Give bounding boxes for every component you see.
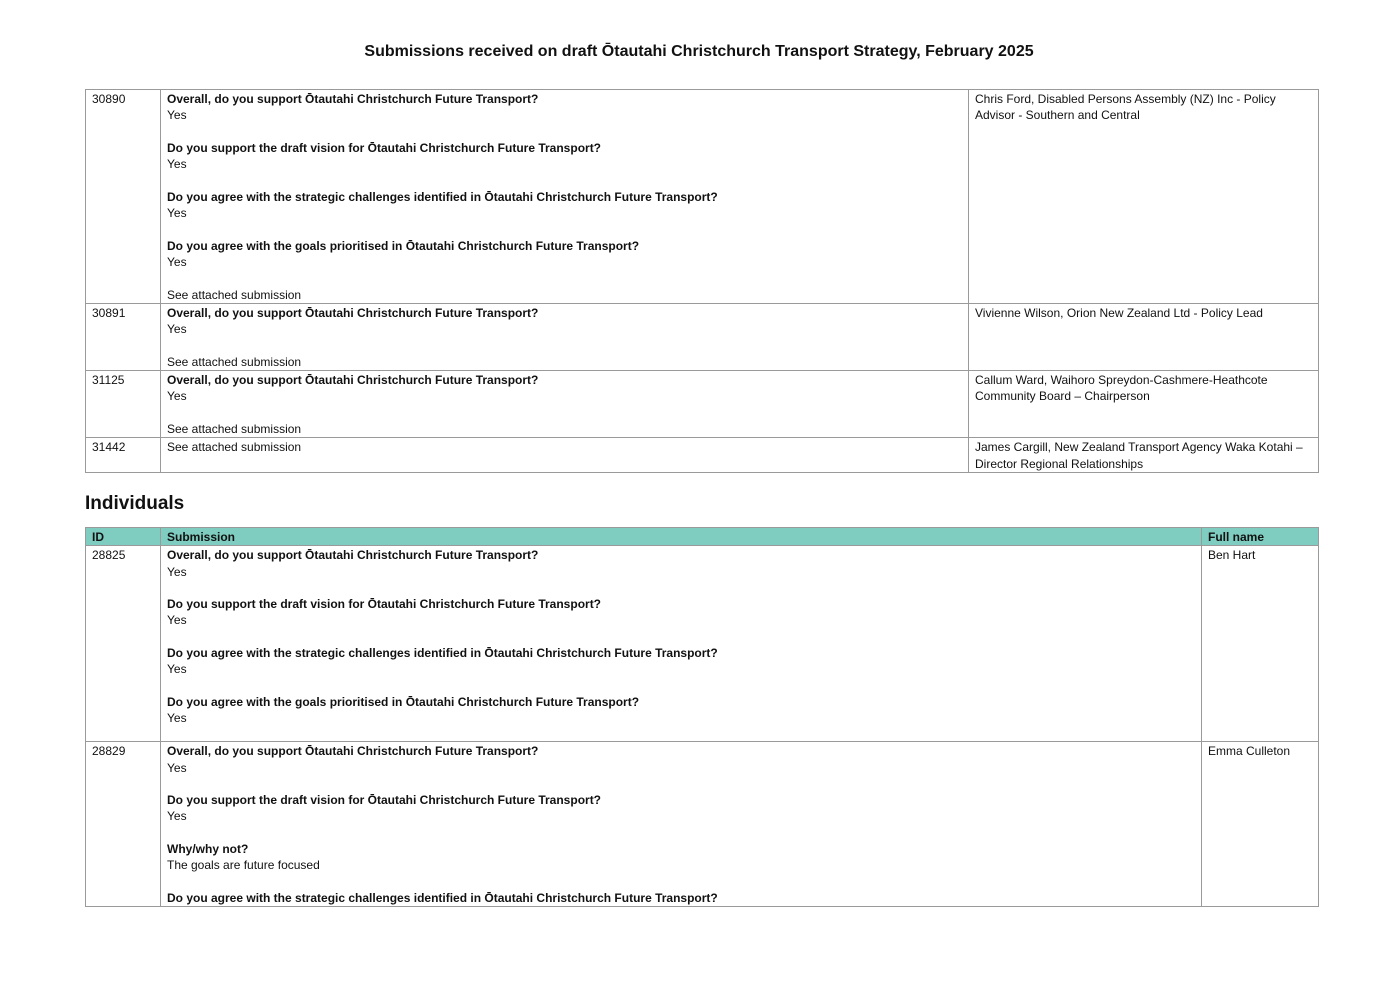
column-header-submission: Submission [161, 528, 1202, 546]
attachment-note: See attached submission [167, 287, 302, 302]
column-header-id: ID [86, 528, 161, 546]
table-row [86, 742, 1319, 907]
column-header-full-name: Full name [1202, 528, 1319, 546]
qa-item [167, 596, 1195, 629]
page-title: Submissions received on draft Ōtautahi Christchurch Transport Strategy, February 2025 [364, 43, 1034, 60]
question: Do you agree with the goals prioritised in Ōtautahi Christchurch Future Transport? [167, 238, 640, 253]
question: Why/why not? [167, 842, 249, 857]
submitter-name: James Cargill, New Zealand Transport Agency Waka Kotahi – Director Regional Relationships [969, 438, 1319, 473]
qa-item [167, 372, 962, 405]
qa-item [167, 305, 962, 338]
qa-item [167, 792, 1195, 825]
answer: Yes [167, 322, 187, 337]
answer: Yes [167, 206, 187, 221]
submission-id: 28829 [86, 742, 161, 907]
answer: The goals are future focused [167, 858, 320, 873]
table-row [86, 438, 1319, 473]
submission-id: 31442 [86, 438, 161, 473]
answer: Yes [167, 613, 187, 628]
qa-item [167, 140, 962, 173]
attachment-note: See attached submission [167, 354, 302, 369]
section-heading-individuals: Individuals [85, 493, 185, 514]
question: Overall, do you support Ōtautahi Christchurch Future Transport? [167, 92, 539, 106]
answer: Yes [167, 760, 187, 775]
answer: Yes [167, 389, 187, 404]
question: Do you agree with the strategic challenges identified in Ōtautahi Christchurch Future Transport? [167, 189, 718, 204]
submission-cell [161, 742, 1202, 907]
attachment-note: See attached submission [167, 440, 302, 455]
question: Do you support the draft vision for Ōtautahi Christchurch Future Transport? [167, 140, 602, 155]
question: Do you agree with the strategic challenges identified in Ōtautahi Christchurch Future Transport? [167, 646, 718, 661]
question: Overall, do you support Ōtautahi Christchurch Future Transport? [167, 744, 539, 759]
answer: Yes [167, 662, 187, 677]
submission-cell [161, 371, 969, 438]
table-row [86, 546, 1319, 742]
answer: Yes [167, 254, 187, 269]
organisations-table [85, 89, 1319, 473]
question: Do you support the draft vision for Ōtautahi Christchurch Future Transport? [167, 793, 602, 808]
answer: Yes [167, 564, 187, 579]
table-row [86, 303, 1319, 370]
qa-item [167, 743, 1195, 776]
question: Do you agree with the goals prioritised in Ōtautahi Christchurch Future Transport? [167, 694, 640, 709]
submission-cell [161, 546, 1202, 742]
attachment-note: See attached submission [167, 421, 302, 436]
qa-item [167, 91, 962, 124]
answer: Yes [167, 809, 187, 824]
qa-item [167, 238, 962, 271]
individuals-table [85, 527, 1319, 907]
question: Do you support the draft vision for Ōtautahi Christchurch Future Transport? [167, 597, 602, 612]
submission-id: 28825 [86, 546, 161, 742]
table-row [86, 371, 1319, 438]
answer: Yes [167, 157, 187, 172]
qa-item [167, 645, 1195, 678]
question: Overall, do you support Ōtautahi Christchurch Future Transport? [167, 305, 539, 320]
submitter-name: Ben Hart [1202, 546, 1319, 742]
submission-id: 31125 [86, 371, 161, 438]
qa-item [167, 547, 1195, 580]
submitter-name: Chris Ford, Disabled Persons Assembly (NZ) Inc - Policy Advisor - Southern and Central [969, 90, 1319, 304]
submitter-name: Callum Ward, Waihoro Spreydon-Cashmere-Heathcote Community Board – Chairperson [969, 371, 1319, 438]
submission-cell [161, 438, 969, 473]
submission-cell [161, 303, 969, 370]
submission-id: 30890 [86, 90, 161, 304]
question: Overall, do you support Ōtautahi Christchurch Future Transport? [167, 373, 539, 388]
submitter-name: Emma Culleton [1202, 742, 1319, 907]
header-row [86, 528, 1319, 546]
answer: Yes [167, 711, 187, 726]
qa-item [167, 694, 1195, 727]
submission-cell [161, 90, 969, 304]
question: Do you agree with the strategic challenges identified in Ōtautahi Christchurch Future Transport? [167, 890, 718, 905]
answer: Yes [167, 108, 187, 123]
qa-item [167, 841, 1195, 874]
table-row [86, 90, 1319, 304]
question: Overall, do you support Ōtautahi Christchurch Future Transport? [167, 548, 539, 563]
submitter-name: Vivienne Wilson, Orion New Zealand Ltd - Policy Lead [969, 303, 1319, 370]
qa-item [167, 189, 962, 222]
submission-id: 30891 [86, 303, 161, 370]
